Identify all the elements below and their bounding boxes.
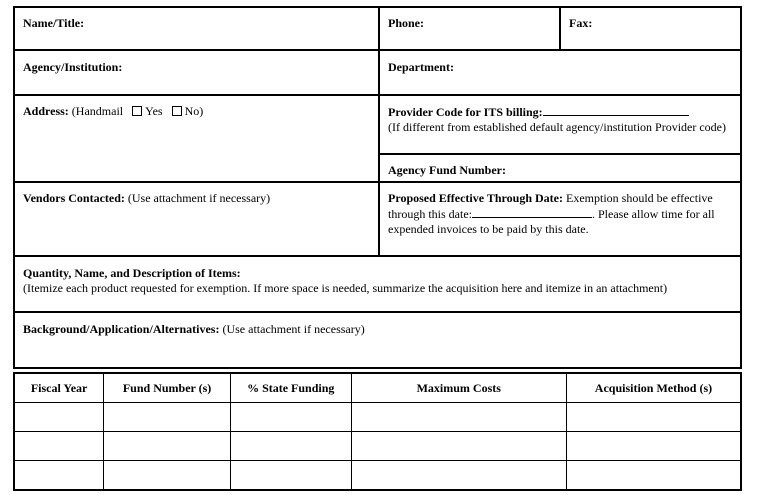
table-cell[interactable]	[14, 403, 104, 432]
provider-code-field[interactable]	[380, 98, 740, 141]
handmail-no-label: No)	[184, 104, 204, 118]
table-row	[14, 432, 741, 461]
items-note: (Itemize each product requested for exemption. If more space is needed, summarize the acquisition here and itemize in an attachment)	[23, 281, 668, 295]
divider	[378, 153, 740, 155]
handmail-yes-label: Yes	[145, 104, 163, 118]
provider-code-label: Provider Code for ITS billing:	[388, 105, 543, 119]
agency-institution-field[interactable]	[15, 54, 378, 81]
table-cell[interactable]	[566, 432, 741, 461]
table-cell[interactable]	[104, 461, 231, 491]
fax-field[interactable]	[561, 10, 740, 37]
table-cell[interactable]	[351, 403, 566, 432]
costs-table	[13, 372, 742, 491]
vendors-label: Vendors Contacted:	[23, 191, 125, 205]
table-header-row	[14, 373, 741, 403]
name-title-field[interactable]	[15, 10, 378, 37]
background-field[interactable]	[15, 316, 740, 343]
table-cell[interactable]	[230, 461, 351, 491]
table-cell[interactable]	[566, 461, 741, 491]
background-note: (Use attachment if necessary)	[222, 322, 365, 336]
address-label: Address:	[23, 104, 69, 118]
effective-date-blank[interactable]	[472, 206, 592, 218]
table-cell[interactable]	[566, 403, 741, 432]
phone-field[interactable]	[380, 10, 559, 37]
agency-institution-label: Agency/Institution:	[23, 60, 123, 74]
effective-date-field[interactable]	[380, 185, 740, 243]
effective-date-text-2: . Please allow time for all expended invoices to be paid by this date.	[388, 207, 715, 236]
request-form	[13, 6, 742, 369]
handmail-yes-checkbox[interactable]	[132, 106, 142, 116]
table-cell[interactable]	[230, 432, 351, 461]
handmail-no-checkbox[interactable]	[172, 106, 182, 116]
table-cell[interactable]	[351, 461, 566, 491]
phone-label: Phone:	[388, 16, 424, 30]
acquisition-method-header: Acquisition Method (s)	[566, 373, 741, 403]
department-label: Department:	[388, 60, 454, 74]
department-field[interactable]	[380, 54, 740, 81]
effective-date-text-1: Exemption should be effective through this date:	[388, 191, 713, 221]
table-cell[interactable]	[14, 461, 104, 491]
provider-code-blank[interactable]	[543, 104, 689, 116]
table-cell[interactable]	[14, 432, 104, 461]
fax-label: Fax:	[569, 16, 593, 30]
table-cell[interactable]	[104, 403, 231, 432]
vendors-contacted-field[interactable]	[15, 185, 378, 212]
table-cell[interactable]	[230, 403, 351, 432]
agency-fund-number-field[interactable]	[380, 157, 740, 184]
table-row	[14, 403, 741, 432]
items-label: Quantity, Name, and Description of Items:	[23, 266, 241, 280]
maximum-costs-header: Maximum Costs	[351, 373, 566, 403]
fiscal-year-header: Fiscal Year	[14, 373, 104, 403]
divider	[15, 311, 740, 313]
table-cell[interactable]	[351, 432, 566, 461]
fund-number-header: Fund Number (s)	[104, 373, 231, 403]
address-field[interactable]	[15, 98, 378, 125]
table-cell[interactable]	[104, 432, 231, 461]
effective-date-label: Proposed Effective Through Date:	[388, 191, 563, 205]
background-label: Background/Application/Alternatives:	[23, 322, 220, 336]
vendors-note: (Use attachment if necessary)	[127, 191, 271, 205]
address-handmail-text: (Handmail	[71, 104, 124, 118]
state-funding-header: % State Funding	[230, 373, 351, 403]
agency-fund-number-label: Agency Fund Number:	[388, 163, 507, 177]
provider-code-note: (If different from established default agency/institution Provider code)	[388, 120, 727, 134]
name-title-label: Name/Title:	[23, 16, 85, 30]
table-row	[14, 461, 741, 491]
items-field[interactable]	[15, 260, 740, 302]
